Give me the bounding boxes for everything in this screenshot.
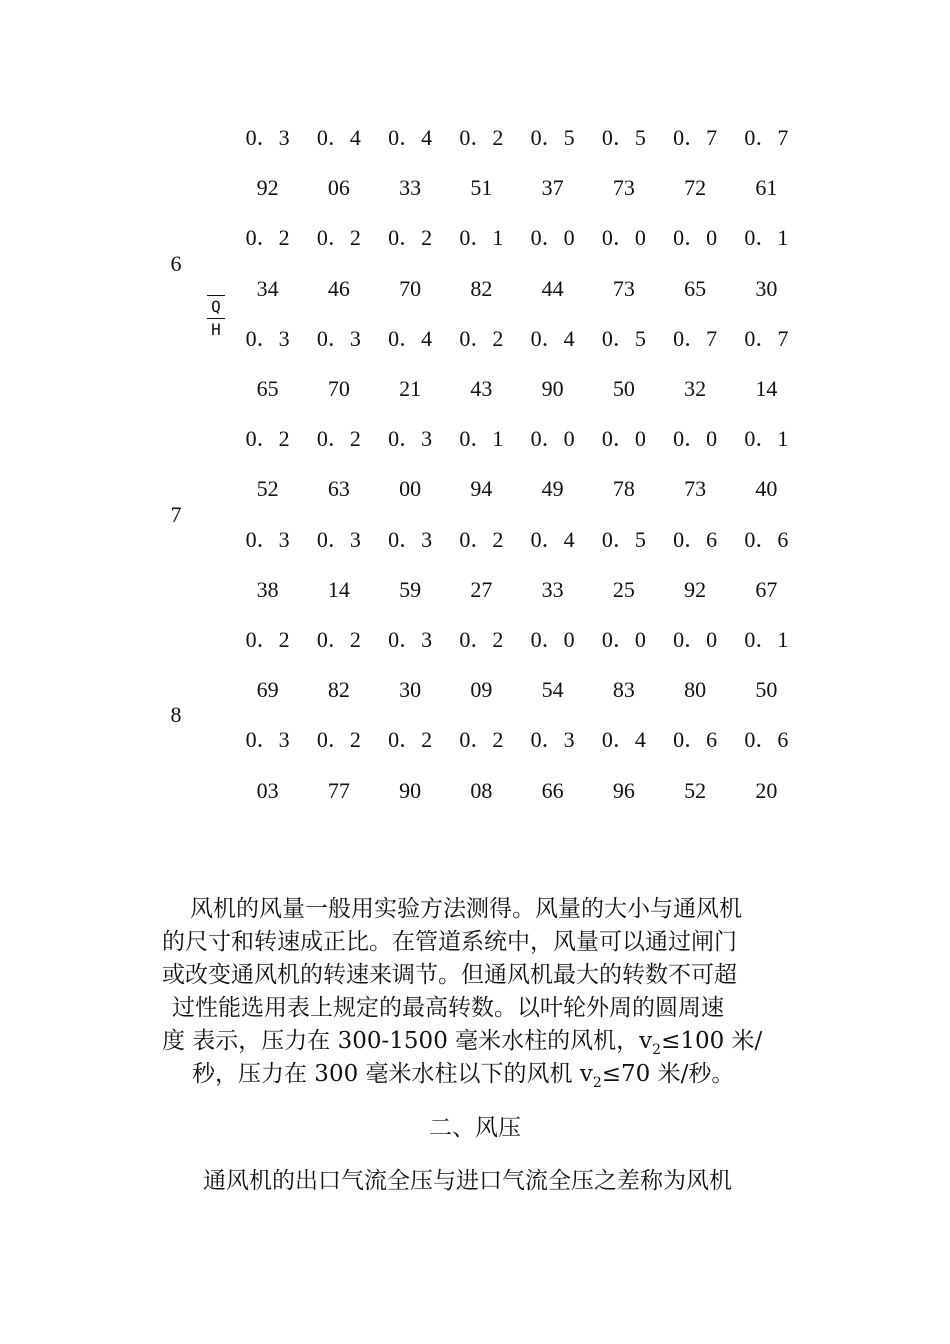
table-cell: 0．6 [744,727,789,753]
table-cell: 0．6 [673,727,718,753]
table-cell: 51 [470,175,493,201]
table-cell: 0．0 [601,627,646,652]
table-cell: 0．1 [459,426,504,452]
table-cell: 0．3 [245,727,290,753]
table-cell: 27 [470,576,493,602]
table-cell: 0．3 [245,125,290,150]
table-cell: 0．3 [388,627,433,652]
table-line [232,725,802,755]
group-label: 8 [170,702,182,728]
table-line [232,374,802,404]
group-label: 6 [170,250,182,276]
table-cell: 44 [541,275,564,301]
table-cell: 14 [327,576,350,602]
q-symbol: Q [207,295,225,319]
table-cell: 70 [327,376,350,401]
table-cell: 67 [755,576,778,602]
table-cell: 43 [470,376,493,401]
table-cell: 92 [256,175,279,201]
table-cell: 61 [755,175,778,201]
table-cell: 34 [256,275,279,301]
table-line [232,223,802,253]
text-line [162,1058,802,1091]
table-cell: 0．5 [601,325,646,351]
table-cell: 03 [256,777,279,803]
table-cell: 70 [399,275,422,301]
table-cell: 0．3 [245,526,290,552]
table-cell: 0．2 [459,526,504,552]
table-cell: 80 [684,677,707,703]
table-cell: 46 [327,275,350,301]
table-cell: 0．7 [744,125,789,150]
table-cell: 0．2 [459,627,504,652]
table-cell: 0．3 [530,727,575,753]
table-cell: 72 [684,175,707,201]
table-cell: 78 [612,476,635,502]
table-cell: 0．2 [316,225,361,251]
table-cell: 77 [327,777,350,803]
table-cell: 00 [399,476,422,502]
table-cell: 0．0 [673,426,718,452]
table-cell: 0．2 [245,225,290,251]
table-cell: 0．3 [388,526,433,552]
table-cell: 54 [541,677,564,703]
table-line [232,274,802,304]
table-cell: 33 [541,576,564,602]
table-cell: 73 [612,175,635,201]
table-cell: 50 [612,376,635,401]
table-cell: 30 [399,677,422,703]
text-line: 或改变通风机的转速来调节。但通风机最大的转数不可超 [162,962,737,988]
table-cell: 50 [755,677,778,703]
table-cell: 0．0 [530,225,575,251]
table-line [232,424,802,454]
q-over-h-label [200,295,232,341]
table-cell: 96 [612,777,635,803]
table-cell: 0．1 [744,627,789,652]
table-cell: 0．5 [601,526,646,552]
table-cell: 0．4 [388,325,433,351]
table-cell: 0．3 [388,426,433,452]
table-line [232,324,802,354]
table-cell: 21 [399,376,422,401]
table-cell: 65 [684,275,707,301]
table-cell: 82 [470,275,493,301]
table-cell: 20 [755,777,778,803]
table-cell: 14 [755,376,778,401]
table-cell: 0．2 [459,325,504,351]
table-cell: 0．0 [530,627,575,652]
table-cell: 0．0 [673,627,718,652]
table-cell: 33 [399,175,422,201]
table-cell: 69 [256,677,279,703]
table-cell: 0．1 [459,225,504,251]
table-cell: 30 [755,275,778,301]
table-cell: 0．2 [459,125,504,150]
table-cell: 0．2 [316,727,361,753]
table-cell: 0．6 [673,526,718,552]
table-cell: 0．4 [530,526,575,552]
table-cell: 66 [541,777,564,803]
table-cell: 0．2 [245,426,290,452]
paragraph-air-volume [162,893,802,1091]
table-cell: 37 [541,175,564,201]
table-line [232,525,802,555]
table-cell: 0．2 [245,627,290,652]
text-fragment: 秒，压力在 300 毫米水柱以下的风机 v [192,1061,593,1087]
table-cell: 52 [684,777,707,803]
table-cell: 83 [612,677,635,703]
text-fragment: ≤100 米/ [661,1028,763,1054]
table-cell: 0．4 [388,125,433,150]
table-line [232,675,802,705]
table-cell: 0．3 [245,325,290,351]
table-cell: 59 [399,576,422,602]
table-cell: 0．4 [530,325,575,351]
table-cell: 0．2 [459,727,504,753]
table-cell: 94 [470,476,493,502]
text-line: 风机的风量一般用实验方法测得。风量的大小与通风机 [190,896,742,922]
table-cell: 90 [399,777,422,803]
table-cell: 52 [256,476,279,502]
table-cell: 0．3 [316,325,361,351]
paragraph-air-pressure: 通风机的出口气流全压与进口气流全压之差称为风机 [203,1168,732,1194]
table-cell: 0．7 [673,325,718,351]
table-cell: 0．2 [388,727,433,753]
table-cell: 0．0 [673,225,718,251]
table-cell: 06 [327,175,350,201]
table-cell: 73 [612,275,635,301]
table-cell: 25 [612,576,635,602]
table-cell: 0．3 [316,526,361,552]
text-line: 的尺寸和转速成正比。在管道系统中，风量可以通过闸门 [162,929,737,955]
subscript: 2 [592,1075,602,1091]
table-cell: 0．0 [601,426,646,452]
section-heading: 二、风压 [429,1115,521,1141]
group-label: 7 [170,501,182,527]
table-cell: 65 [256,376,279,401]
table-cell: 0．6 [744,526,789,552]
table-cell: 73 [684,476,707,502]
table-cell: 0．7 [744,325,789,351]
table-cell: 0．1 [744,426,789,452]
table-cell: 0．4 [316,125,361,150]
table-cell: 32 [684,376,707,401]
table-cell: 0．2 [316,627,361,652]
h-symbol: H [211,320,221,339]
table-line [232,173,802,203]
table-line [232,575,802,605]
table-cell: 09 [470,677,493,703]
table-cell: 08 [470,777,493,803]
table-cell: 0．0 [530,426,575,452]
table-line [232,474,802,504]
table-cell: 92 [684,576,707,602]
table-cell: 82 [327,677,350,703]
table-cell: 0．5 [601,125,646,150]
table-cell: 0．1 [744,225,789,251]
text-fragment: ≤70 米/秒。 [601,1061,735,1087]
table-cell: 90 [541,376,564,401]
subscript: 2 [652,1042,662,1058]
table-line [232,123,802,153]
text-line [162,1025,802,1058]
table-cell: 0．7 [673,125,718,150]
table-line [232,776,802,806]
text-fragment: 度 表示，压力在 300-1500 毫米水柱的风机，v [162,1028,653,1054]
table-line [232,625,802,655]
table-cell: 40 [755,476,778,502]
table-cell: 0．4 [601,727,646,753]
table-cell: 63 [327,476,350,502]
table-cell: 38 [256,576,279,602]
table-cell: 0．2 [388,225,433,251]
table-cell: 49 [541,476,564,502]
table-cell: 0．2 [316,426,361,452]
text-line: 过性能选用表上规定的最高转数。以叶轮外周的圆周速 [172,995,724,1021]
table-cell: 0．0 [601,225,646,251]
table-cell: 0．5 [530,125,575,150]
